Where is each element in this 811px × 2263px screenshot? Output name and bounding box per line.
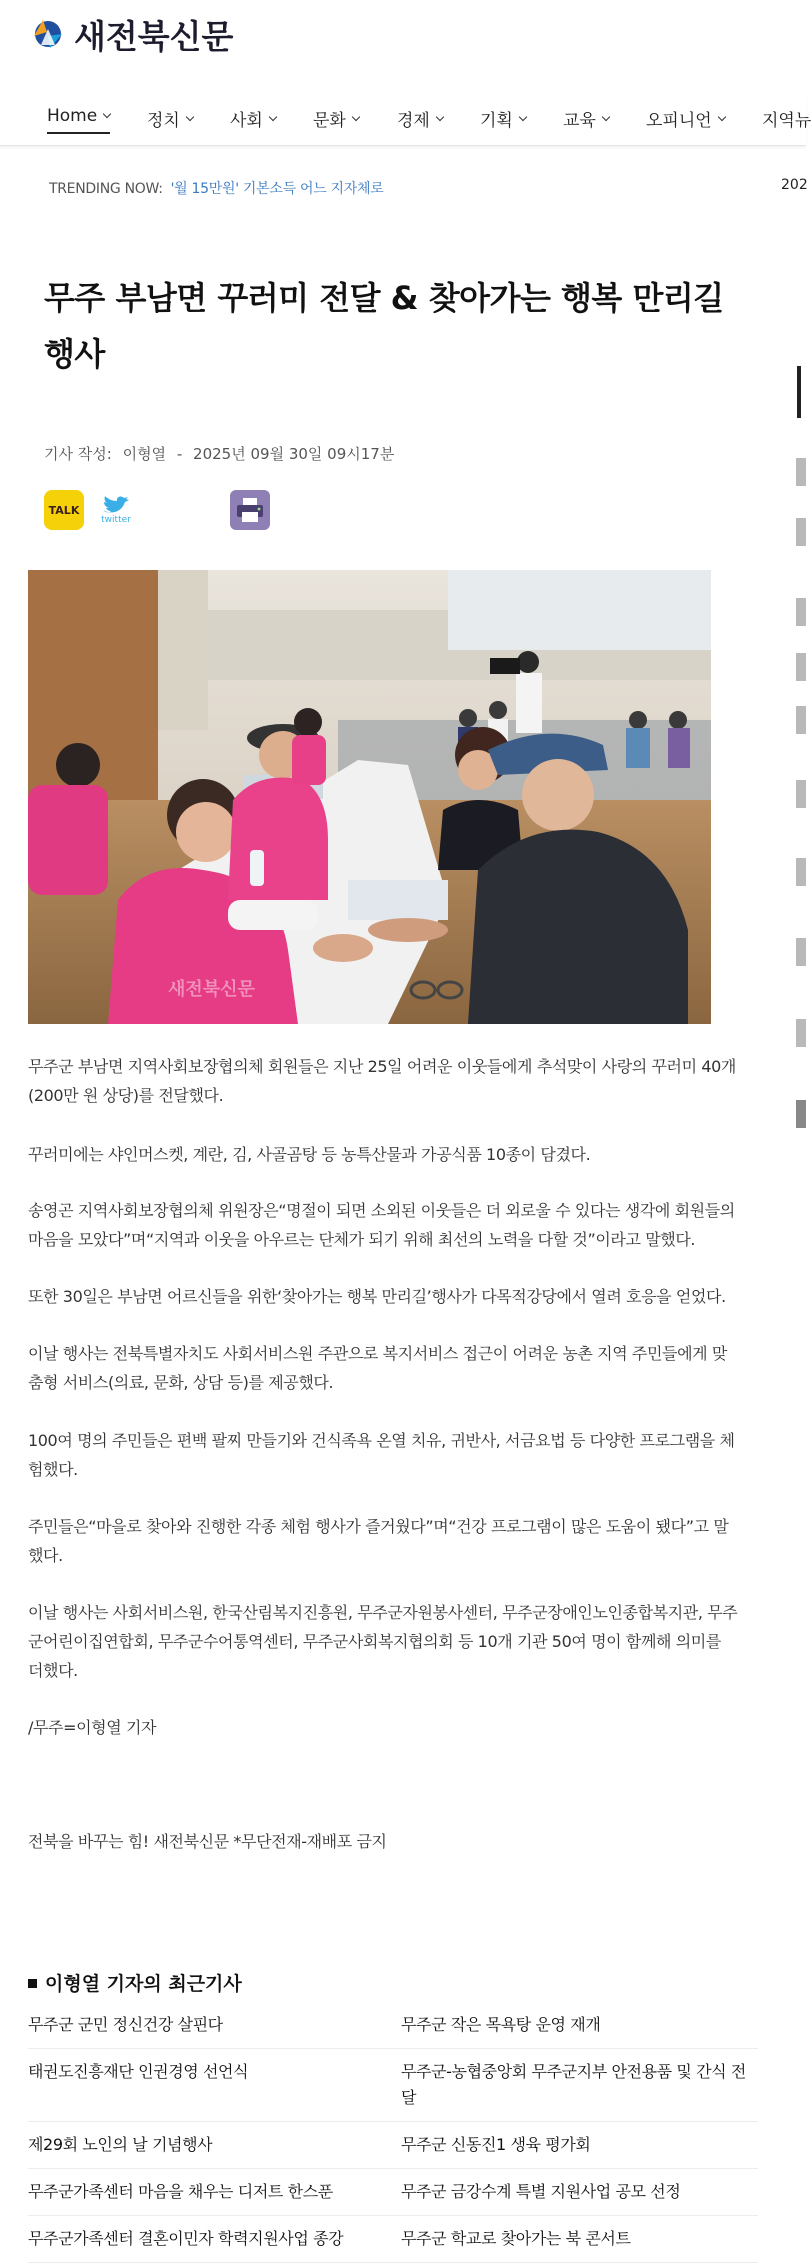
publish-datetime: 2025년 09월 30일 09시17분: [193, 445, 395, 463]
chevron-down-icon: [103, 110, 111, 118]
logo-mark-icon: [28, 14, 68, 54]
article-paragraph: 또한 30일은 부남면 어르신들을 위한‘찾아가는 행복 만리길’행사가 다목적강당에서 열려 호응을 얻었다.: [28, 1287, 726, 1306]
chevron-down-icon: [717, 112, 725, 120]
chevron-down-icon: [352, 112, 360, 120]
main-nav: [0, 96, 811, 146]
nav-item-home[interactable]: [47, 106, 110, 134]
article-title: 무주 부남면 꾸러미 전달 & 찾아가는 행복 만리길 행사: [44, 279, 724, 373]
nav-item-label: 경제: [397, 111, 430, 131]
chevron-down-icon: [519, 112, 527, 120]
sidebar-edge-marker: [796, 653, 806, 681]
nav-item-label: 문화: [313, 111, 346, 131]
recent-article-link[interactable]: 무주군가족센터 마음을 채우는 디저트 한스푼: [28, 2182, 333, 2201]
author-name[interactable]: 이형열: [122, 445, 167, 463]
square-bullet-icon: [28, 1979, 37, 1988]
twitter-label: twitter: [101, 514, 131, 525]
printer-icon: [235, 497, 265, 523]
article-paragraph: 이날 행사는 사회서비스원, 한국산림복지진흥원, 무주군자원봉사센터, 무주군장애인노인종합복지관, 무주군어린이집연합회, 무주군수어통역센터, 무주군사회복지협의회 등 10개 기관 50여 명이 함께해 의미를 더했다.: [28, 1603, 738, 1680]
sidebar-edge-marker: [796, 458, 806, 486]
nav-item-opinion[interactable]: [646, 106, 725, 131]
recent-row: [28, 2122, 758, 2169]
trending-bar: [49, 178, 383, 198]
recent-row: [28, 2216, 758, 2263]
nav-item-label: 정치: [147, 111, 180, 131]
recent-row: [28, 2169, 758, 2216]
article-paragraph: 100여 명의 주민들은 편백 팔찌 만들기와 건식족욕 온열 치유, 귀반사, 서금요법 등 다양한 프로그램을 체험했다.: [28, 1431, 735, 1479]
nav-item-label: 사회: [230, 111, 263, 131]
recent-article-link[interactable]: 무주군-농협중앙회 무주군지부 안전용품 및 간식 전달: [401, 2062, 746, 2107]
sidebar-edge-marker: [796, 706, 806, 734]
recent-article-link[interactable]: 무주군 학교로 찾아가는 북 콘서트: [401, 2229, 631, 2248]
sidebar-edge-marker: [796, 938, 806, 966]
recent-article-link[interactable]: 무주군 신동진1 생육 평가회: [401, 2135, 591, 2154]
article-paragraph: 꾸러미에는 샤인머스켓, 계란, 김, 사골곰탕 등 농특산물과 가공식품 10종이 담겼다.: [28, 1145, 591, 1164]
recent-row: [28, 2002, 758, 2049]
chevron-down-icon: [186, 112, 194, 120]
byline-label: 기사 작성:: [44, 445, 112, 463]
trending-label: TRENDING NOW:: [49, 181, 163, 197]
nav-item-label: Home: [47, 106, 98, 126]
meta-separator: -: [176, 445, 183, 463]
sidebar-edge-marker: [796, 858, 806, 886]
twitter-share-button[interactable]: [96, 490, 136, 530]
recent-article-link[interactable]: 태권도진흥재단 인권경영 선언식: [28, 2062, 249, 2081]
nav-item-politics[interactable]: [147, 106, 193, 131]
article-paragraph: 주민들은“마을로 찾아와 진행한 각종 체험 행사가 즐거웠다”며“건강 프로그램이 많은 도움이 됐다”고 말했다.: [28, 1517, 729, 1565]
header-date: 202: [781, 177, 808, 193]
chevron-down-icon: [269, 112, 277, 120]
recent-row: [28, 2049, 758, 2122]
article-photo: [28, 570, 711, 1024]
article-paragraph: 이날 행사는 전북특별자치도 사회서비스원 주관으로 복지서비스 접근이 어려운 농촌 지역 주민들에게 맞춤형 서비스(의료, 문화, 상담 등)를 제공했다.: [28, 1344, 727, 1392]
article-footer-note: 전북을 바꾸는 힘! 새전북신문 *무단전재-재배포 금지: [28, 1832, 387, 1851]
recent-article-link[interactable]: 무주군가족센터 결혼이민자 학력지원사업 종강: [28, 2229, 344, 2248]
article-signoff: /무주=이형열 기자: [28, 1718, 157, 1737]
sidebar-edge-marker: [796, 1100, 806, 1128]
print-button[interactable]: [230, 490, 270, 530]
recent-articles-title: 이형열 기자의 최근기사: [45, 1973, 242, 1995]
nav-item-economy[interactable]: [397, 106, 443, 131]
sidebar-edge-marker: [796, 1019, 806, 1047]
kakaotalk-share-button[interactable]: [44, 490, 84, 530]
chevron-down-icon: [436, 112, 444, 120]
chevron-down-icon: [602, 112, 610, 120]
site-logo[interactable]: [28, 12, 233, 56]
nav-item-culture[interactable]: [313, 106, 359, 131]
nav-item-label: 기획: [480, 111, 513, 131]
article-meta: [44, 443, 400, 464]
nav-item-local[interactable]: [762, 106, 811, 131]
recent-article-link[interactable]: 무주군 군민 정신건강 살핀다: [28, 2015, 223, 2034]
twitter-bird-icon: [101, 496, 131, 516]
recent-articles-list: [28, 2002, 758, 2263]
sidebar-edge-marker: [796, 780, 806, 808]
sidebar-edge-marker: [797, 366, 801, 418]
recent-article-link[interactable]: 무주군 금강수계 특별 지원사업 공모 선정: [401, 2182, 681, 2201]
trending-link[interactable]: '월 15만원' 기본소득 어느 지자체로: [170, 181, 384, 197]
sidebar-edge-marker: [796, 598, 806, 626]
article-paragraph: 무주군 부남면 지역사회보장협의체 회원들은 지난 25일 어려운 이웃들에게 추석맞이 사랑의 꾸러미 40개(200만 원 상당)를 전달했다.: [28, 1057, 736, 1105]
nav-item-label: 교육: [563, 111, 596, 131]
nav-item-label: 지역뉴: [762, 111, 811, 131]
nav-item-planning[interactable]: [480, 106, 526, 131]
image-watermark: 새전북신문: [168, 979, 255, 1000]
sidebar-edge-marker: [796, 518, 806, 546]
logo-text: 새전북신문: [74, 16, 234, 56]
nav-item-label: 오피니언: [646, 111, 712, 131]
nav-item-society[interactable]: [230, 106, 276, 131]
recent-articles-heading: [28, 1969, 242, 1996]
recent-article-link[interactable]: 무주군 작은 목욕탕 운영 재개: [401, 2015, 601, 2034]
nav-item-education[interactable]: [563, 106, 609, 131]
article-paragraph: 송영곤 지역사회보장협의체 위원장은“명절이 되면 소외된 이웃들은 더 외로울 수 있다는 생각에 회원들의 마음을 모았다”며“지역과 이웃을 아우르는 단체가 되기 위해 최선의 노력을 다할 것”이라고 말했다.: [28, 1201, 735, 1249]
kakaotalk-icon: TALK: [48, 503, 80, 517]
recent-article-link[interactable]: 제29회 노인의 날 기념행사: [28, 2135, 213, 2154]
